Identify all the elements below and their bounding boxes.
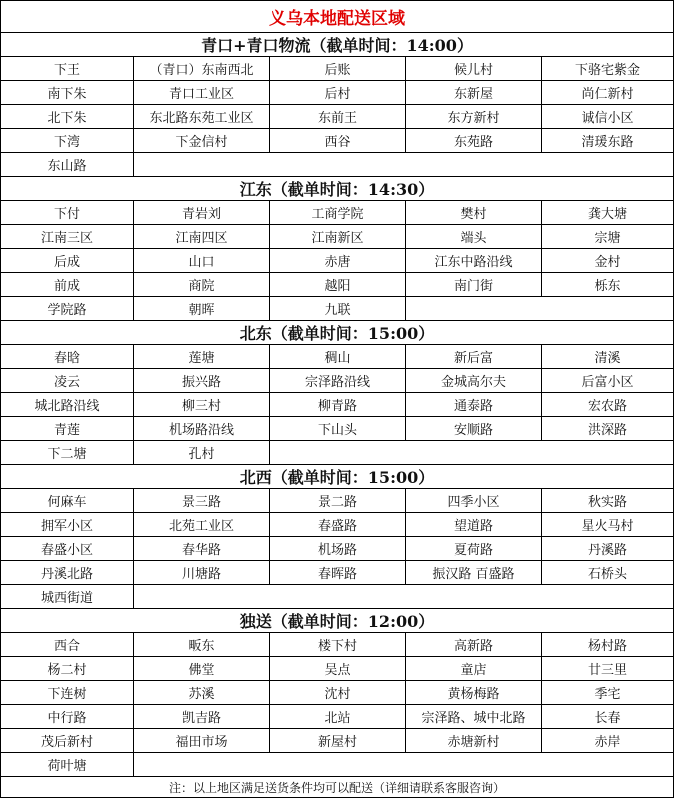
area-cell: 春晖路 [270,561,406,585]
area-cell: 景三路 [134,489,270,513]
area-cell: 诚信小区 [542,105,674,129]
area-cell: 清瑗东路 [542,129,674,153]
area-cell: 东山路 [1,153,134,177]
area-cell: 振汉路 百盛路 [406,561,542,585]
table-row [1,297,674,321]
table-row [1,657,674,681]
area-cell: 后账 [270,57,406,81]
area-cell: 柳青路 [270,393,406,417]
table-row [1,489,674,513]
area-cell: 南门街 [406,273,542,297]
area-cell: 吴点 [270,657,406,681]
area-cell: 机场路 [270,537,406,561]
area-cell: 春盛路 [270,513,406,537]
area-cell: 江东中路沿线 [406,249,542,273]
area-cell: 越阳 [270,273,406,297]
area-cell: 朝晖 [134,297,270,321]
table-row [1,681,674,705]
area-cell: 机场路沿线 [134,417,270,441]
table-row [1,81,674,105]
area-cell: 青岩刘 [134,201,270,225]
empty-cell [406,297,674,321]
area-cell: 拥军小区 [1,513,134,537]
table-row [1,729,674,753]
area-cell: 畈东 [134,633,270,657]
area-cell: 北下朱 [1,105,134,129]
table-row [1,561,674,585]
section-heading: 北西（截单时间：15:00） [1,465,674,489]
area-cell: 童店 [406,657,542,681]
table-row [1,201,674,225]
section-heading: 青口+青口物流（截单时间：14:00） [1,33,674,57]
area-cell: 景二路 [270,489,406,513]
area-cell: 丹溪路 [542,537,674,561]
area-cell: 春华路 [134,537,270,561]
area-cell: 宗泽路沿线 [270,369,406,393]
title-row [1,1,674,33]
area-cell: 九联 [270,297,406,321]
area-cell: 前成 [1,273,134,297]
area-cell: 安顺路 [406,417,542,441]
area-cell: 商院 [134,273,270,297]
area-cell: 四季小区 [406,489,542,513]
area-cell: 黄杨梅路 [406,681,542,705]
area-cell: 川塘路 [134,561,270,585]
table-row [1,537,674,561]
area-cell: 莲塘 [134,345,270,369]
section-heading: 江东（截单时间：14:30） [1,177,674,201]
area-cell: 凌云 [1,369,134,393]
table-row [1,345,674,369]
area-cell: 下山头 [270,417,406,441]
table-row [1,225,674,249]
area-cell: 春晗 [1,345,134,369]
empty-cell [270,441,674,465]
area-cell: 尚仁新村 [542,81,674,105]
area-cell: 后成 [1,249,134,273]
area-cell: 杨二村 [1,657,134,681]
section-heading-row [1,177,674,201]
section-heading-row [1,609,674,633]
table-row [1,513,674,537]
area-cell: 季宅 [542,681,674,705]
area-cell: 下骆宅紫金 [542,57,674,81]
area-cell: 东苑路 [406,129,542,153]
area-cell: 通泰路 [406,393,542,417]
area-cell: 赤岸 [542,729,674,753]
area-cell: 宏农路 [542,393,674,417]
area-cell: 工商学院 [270,201,406,225]
empty-cell [134,585,674,609]
footnote: 注：以上地区满足送货条件均可以配送（详细请联系客服咨询） [1,777,674,798]
area-cell: 江南三区 [1,225,134,249]
area-cell: 龚大塘 [542,201,674,225]
table-row [1,441,674,465]
table-row [1,753,674,777]
area-cell: 下金信村 [134,129,270,153]
table-row [1,129,674,153]
page-title: 义乌本地配送区域 [1,1,674,33]
area-cell: 孔村 [134,441,270,465]
area-cell: 新后富 [406,345,542,369]
area-cell: 苏溪 [134,681,270,705]
area-cell: 秋实路 [542,489,674,513]
area-cell: 南下朱 [1,81,134,105]
table-row [1,273,674,297]
area-cell: 下付 [1,201,134,225]
area-cell: 山口 [134,249,270,273]
area-cell: 新屋村 [270,729,406,753]
table-row [1,633,674,657]
area-cell: 青口工业区 [134,81,270,105]
area-cell: 赤唐 [270,249,406,273]
area-cell: 青莲 [1,417,134,441]
area-cell: 星火马村 [542,513,674,537]
area-cell: 柳三村 [134,393,270,417]
area-cell: 荷叶塘 [1,753,134,777]
section-heading: 北东（截单时间：15:00） [1,321,674,345]
area-cell: 长春 [542,705,674,729]
area-cell: 石桥头 [542,561,674,585]
table-row [1,57,674,81]
area-cell: 金城高尔夫 [406,369,542,393]
area-cell: 西谷 [270,129,406,153]
section-heading: 独送（截单时间：12:00） [1,609,674,633]
area-cell: 楼下村 [270,633,406,657]
area-cell: 中行路 [1,705,134,729]
table-row [1,585,674,609]
area-cell: 夏荷路 [406,537,542,561]
area-cell: 佛堂 [134,657,270,681]
area-cell: 高新路 [406,633,542,657]
area-cell: 茂后新村 [1,729,134,753]
area-cell: 下王 [1,57,134,81]
area-cell: 东前王 [270,105,406,129]
area-cell: 江南新区 [270,225,406,249]
area-cell: 洪深路 [542,417,674,441]
area-cell: 北站 [270,705,406,729]
area-cell: 春盛小区 [1,537,134,561]
area-cell: 振兴路 [134,369,270,393]
area-cell: 赤塘新村 [406,729,542,753]
table-row [1,153,674,177]
area-cell: 栎东 [542,273,674,297]
area-cell: 望道路 [406,513,542,537]
area-cell: 候儿村 [406,57,542,81]
area-cell: 城西街道 [1,585,134,609]
table-row [1,105,674,129]
table-row [1,417,674,441]
area-cell: 后村 [270,81,406,105]
note-row [1,777,674,798]
area-cell: 学院路 [1,297,134,321]
area-cell: 东北路东苑工业区 [134,105,270,129]
area-cell: 下二塘 [1,441,134,465]
area-cell: 下连树 [1,681,134,705]
area-cell: 后富小区 [542,369,674,393]
area-cell: 凯吉路 [134,705,270,729]
table-row [1,705,674,729]
area-cell: 端头 [406,225,542,249]
area-cell: 江南四区 [134,225,270,249]
area-cell: 杨村路 [542,633,674,657]
area-cell: 宗塘 [542,225,674,249]
area-cell: 稠山 [270,345,406,369]
area-cell: 北苑工业区 [134,513,270,537]
area-cell: 福田市场 [134,729,270,753]
area-cell: 廿三里 [542,657,674,681]
table-row [1,369,674,393]
section-heading-row [1,321,674,345]
section-heading-row [1,33,674,57]
area-cell: 下湾 [1,129,134,153]
table-row [1,249,674,273]
area-cell: 宗泽路、城中北路 [406,705,542,729]
area-cell: 清溪 [542,345,674,369]
table-row [1,393,674,417]
area-cell: 金村 [542,249,674,273]
empty-cell [134,153,674,177]
delivery-area-table-body [1,1,674,798]
area-cell: 何麻车 [1,489,134,513]
area-cell: 西合 [1,633,134,657]
area-cell: 东方新村 [406,105,542,129]
area-cell: 东新屋 [406,81,542,105]
section-heading-row [1,465,674,489]
area-cell: （青口）东南西北 [134,57,270,81]
area-cell: 樊村 [406,201,542,225]
area-cell: 沈村 [270,681,406,705]
empty-cell [134,753,674,777]
area-cell: 城北路沿线 [1,393,134,417]
area-cell: 丹溪北路 [1,561,134,585]
